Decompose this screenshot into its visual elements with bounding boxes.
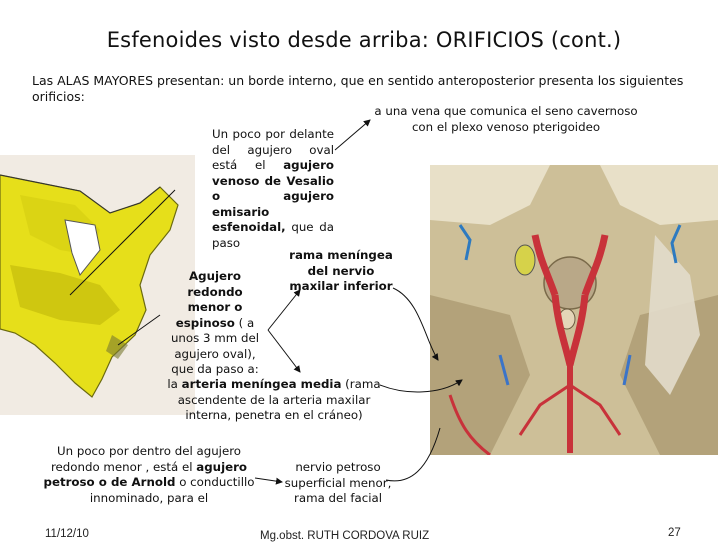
arteria-note-bold: arteria meníngea media (181, 377, 342, 391)
arteria-note-pre: la (167, 377, 182, 391)
espinoso-note (165, 269, 265, 378)
petroso-note: nervio petroso superficial menor, rama del facial (284, 460, 392, 505)
vesalio-note-bold: agujero venoso de Vesalio o agujero emisario esfenoidal, (212, 158, 334, 234)
vesalio-note-post: que da paso (212, 220, 334, 250)
vesalio-destination-note: a una vena que comunica el seno cavernoso con el plexo venoso pterigoideo (374, 104, 638, 134)
vesalio-note-pre: Un poco por delante del agujero oval está el (212, 127, 334, 172)
arnold-note-bold: agujero petroso o de Arnold (43, 459, 248, 489)
espinoso-note-post: ( a unos 3 mm del agujero oval), que da paso a: (170, 315, 260, 376)
footer-date: 11/12/10 (45, 528, 89, 540)
arteria-meningea-note (163, 377, 385, 424)
arnold-note-post: o conductillo innominado, para el (89, 475, 255, 505)
slide-title: Esfenoides visto desde arriba: ORIFICIOS (cont.) (106, 28, 622, 52)
rama-meningea-text: rama meníngea del nervio maxilar inferior (289, 248, 393, 293)
vesalio-note (212, 127, 334, 251)
arteria-note-post: (rama ascendente de la arteria maxilar interna, penetra en el cráneo) (177, 377, 381, 422)
espinoso-note-bold: Agujero redondo menor o espinoso (175, 269, 243, 330)
intro-text: Las ALAS MAYORES presentan: un borde interno, que en sentido anteroposterior presenta los siguientes orificios: (32, 73, 684, 104)
rama-meningea-note (286, 248, 396, 295)
arnold-note-pre: Un poco por dentro del agujero redondo menor , está el (50, 444, 242, 474)
footer-author: Mg.obst. RUTH CORDOVA RUIZ (260, 530, 430, 542)
arnold-note (38, 444, 260, 506)
footer-page-number: 27 (668, 527, 681, 539)
